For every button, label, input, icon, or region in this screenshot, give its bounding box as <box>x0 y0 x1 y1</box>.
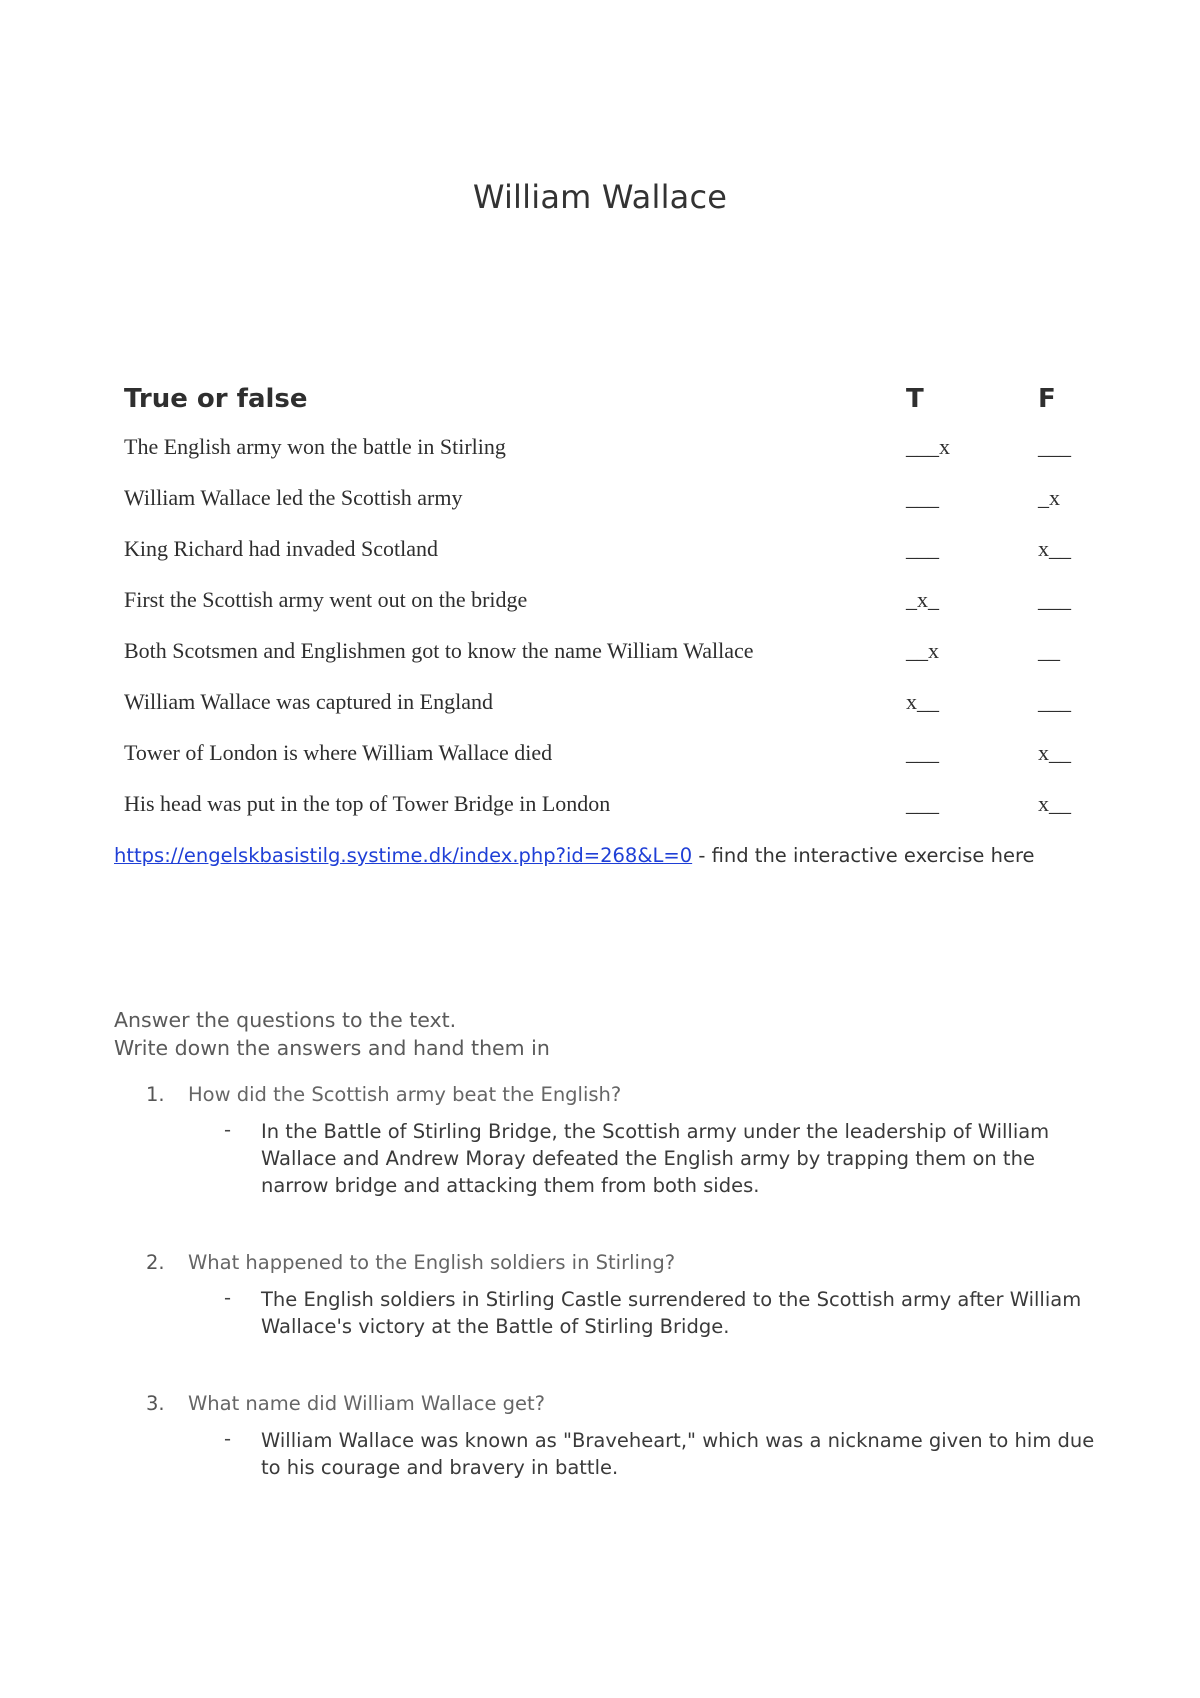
answer-text: In the Battle of Stirling Bridge, the Scottish army under the leadership of William Wallace and Andrew Moray defeated the English army by trapping them on the narrow bridge and attacking them from both sides. <box>261 1120 1050 1197</box>
answer-text: The English soldiers in Stirling Castle surrendered to the Scottish army after William Wallace's victory at the Battle of Stirling Bridge. <box>261 1288 1082 1338</box>
false-answer-field: x__ <box>1038 791 1071 816</box>
false-answer-field: x__ <box>1038 740 1071 765</box>
statement: His head was put in the top of Tower Bridge in London <box>124 791 611 816</box>
questions-intro <box>114 1006 1094 1062</box>
answer-bullet: - <box>224 1118 232 1141</box>
exercise-link-line <box>114 844 1114 867</box>
true-false-header <box>124 384 1084 420</box>
true-answer-field: x__ <box>906 689 939 714</box>
exercise-link-suffix: - find the interactive exercise here <box>692 844 1035 867</box>
column-false-heading: F <box>1038 384 1056 414</box>
statement: Both Scotsmen and Englishmen got to know the name William Wallace <box>124 638 754 663</box>
page-title: William Wallace <box>472 178 728 216</box>
statement: First the Scottish army went out on the bridge <box>124 587 528 612</box>
question-text: What happened to the English soldiers in Stirling? <box>188 1251 676 1274</box>
true-false-row <box>124 485 1084 536</box>
false-answer-field: _x <box>1038 485 1060 510</box>
statement: King Richard had invaded Scotland <box>124 536 439 561</box>
true-answer-field: ___x <box>906 434 950 459</box>
true-false-row <box>124 638 1084 689</box>
exercise-link[interactable]: https://engelskbasistilg.systime.dk/index.php?id=268&L=0 <box>114 844 693 867</box>
false-answer-field: ___ <box>1038 689 1071 714</box>
true-false-row <box>124 587 1084 638</box>
false-answer-field: __ <box>1038 638 1060 663</box>
answer-bullet: - <box>224 1286 232 1309</box>
statement: The English army won the battle in Stirling <box>124 434 506 459</box>
true-answer-field: ___ <box>906 740 939 765</box>
question-number: 3. <box>146 1392 165 1415</box>
true-false-heading: True or false <box>124 384 308 414</box>
true-false-row <box>124 740 1084 791</box>
true-answer-field: ___ <box>906 791 939 816</box>
true-answer-field: __x <box>906 638 939 663</box>
true-false-row <box>124 434 1084 485</box>
true-false-row <box>124 791 1084 842</box>
true-false-row <box>124 536 1084 587</box>
true-answer-field: ___ <box>906 485 939 510</box>
question-number: 2. <box>146 1251 165 1274</box>
true-false-row <box>124 689 1084 740</box>
column-true-heading: T <box>906 384 924 414</box>
false-answer-field: x__ <box>1038 536 1071 561</box>
intro-line-1: Answer the questions to the text. <box>114 1008 457 1032</box>
question-number: 1. <box>146 1083 165 1106</box>
true-answer-field: ___ <box>906 536 939 561</box>
answer-bullet: - <box>224 1427 232 1450</box>
statement: William Wallace led the Scottish army <box>124 485 463 510</box>
true-false-table <box>124 434 1084 842</box>
question-text: What name did William Wallace get? <box>188 1392 546 1415</box>
answer-text: William Wallace was known as "Braveheart," which was a nickname given to him due to his courage and bravery in battle. <box>261 1429 1095 1479</box>
false-answer-field: ___ <box>1038 587 1071 612</box>
false-answer-field: ___ <box>1038 434 1071 459</box>
question-text: How did the Scottish army beat the English? <box>188 1083 622 1106</box>
true-answer-field: _x_ <box>906 587 939 612</box>
statement: William Wallace was captured in England <box>124 689 493 714</box>
statement: Tower of London is where William Wallace died <box>124 740 553 765</box>
intro-line-2: Write down the answers and hand them in <box>114 1036 550 1060</box>
